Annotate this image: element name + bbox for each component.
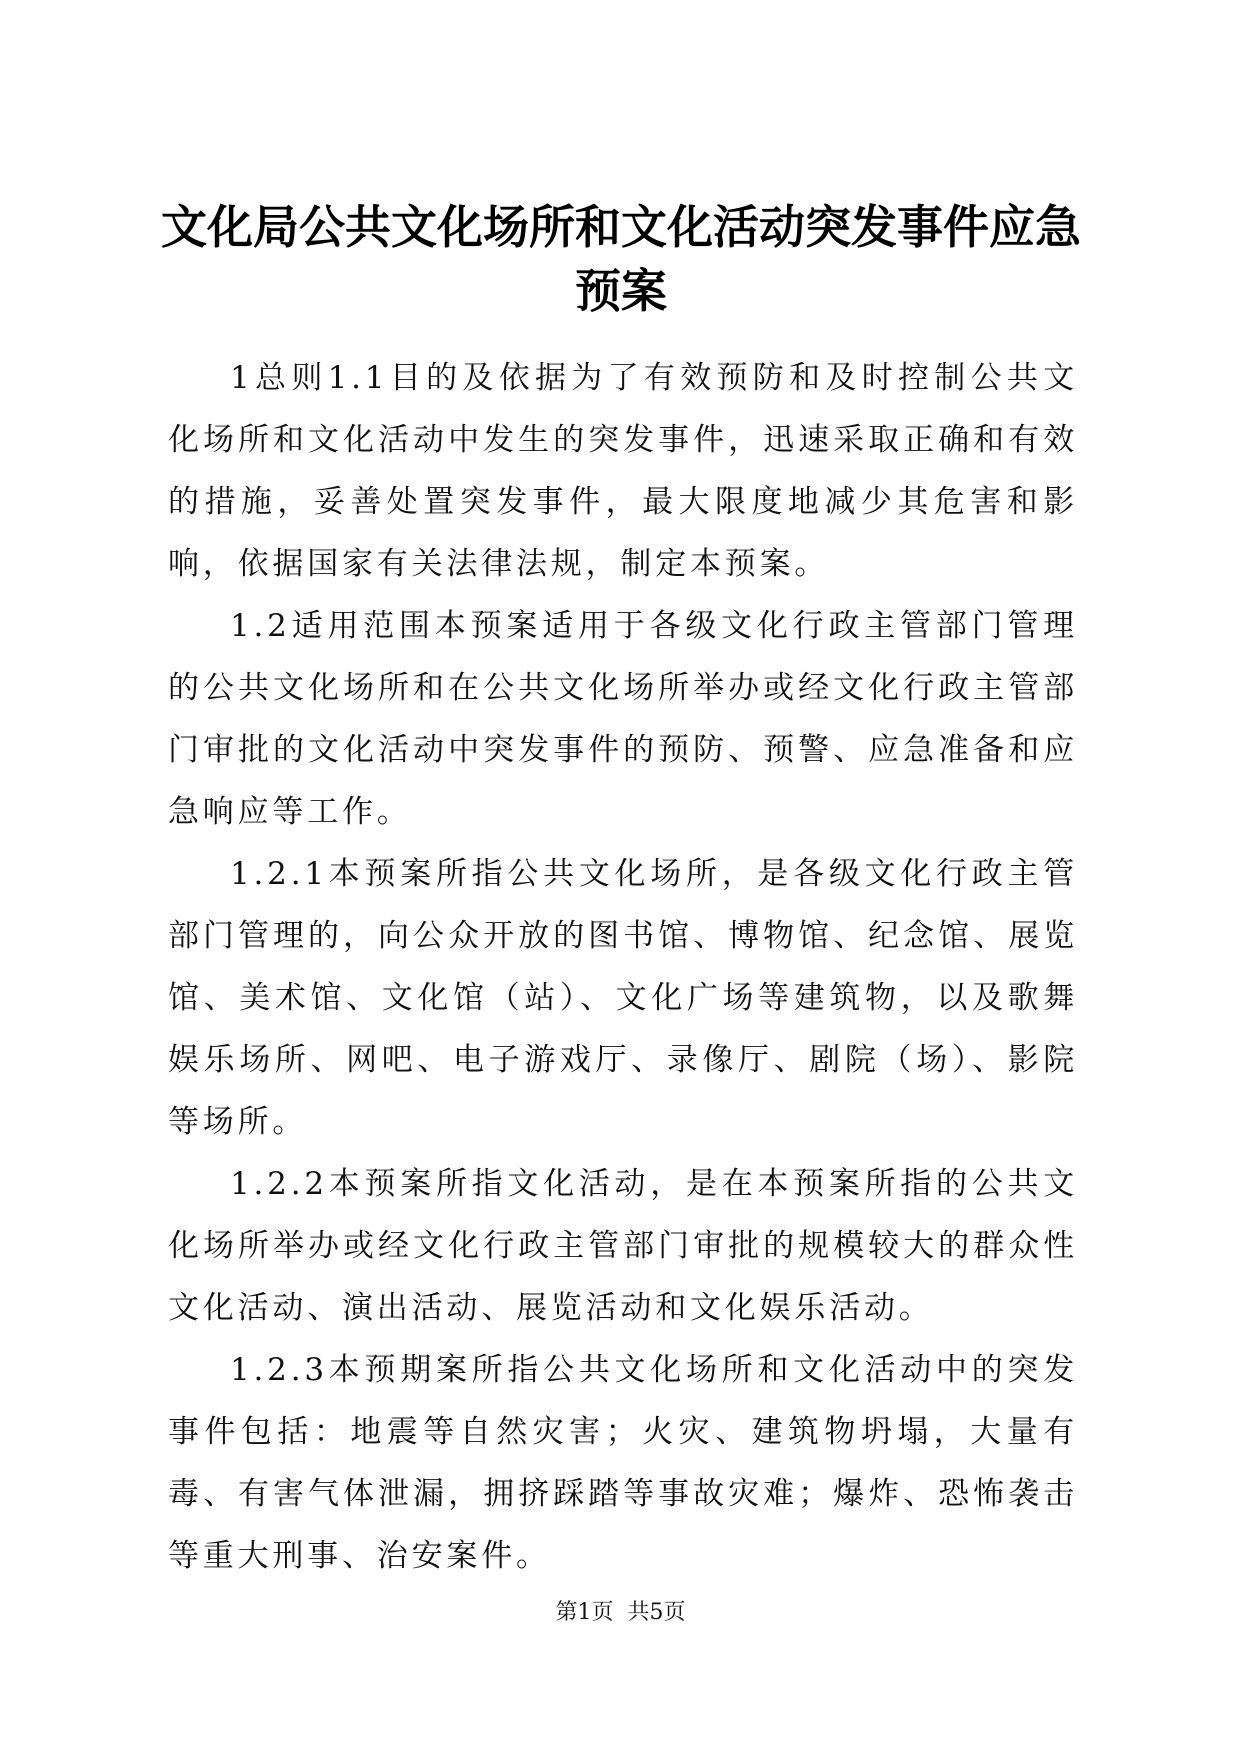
document-title: 文化局公共文化场所和文化活动突发事件应急预案 bbox=[161, 200, 1081, 318]
paragraph-cultural-activities: 1.2.2本预案所指文化活动，是在本预案所指的公共文化场所举办或经文化行政主管部门审批的规模较大的群众性文化活动、演出活动、展览活动和文化娱乐活动。 bbox=[168, 1166, 1078, 1326]
page-footer bbox=[0, 1598, 1241, 1628]
paragraph-general-purpose: 1总则1.1目的及依据为了有效预防和及时控制公共文化场所和文化活动中发生的突发事件，迅速采取正确和有效的措施，妥善处置突发事件，最大限度地减少其危害和影响，依据国家有关法律法规，制定本预案。 bbox=[168, 360, 1078, 582]
paragraph-public-venues: 1.2.1本预案所指公共文化场所，是各级文化行政主管部门管理的，向公众开放的图书馆、博物馆、纪念馆、展览馆、美术馆、文化馆（站）、文化广场等建筑物，以及歌舞娱乐场所、网吧、电子游戏厅、录像厅、剧院（场）、影院等场所。 bbox=[168, 856, 1078, 1140]
page-total: 共5页 bbox=[627, 1600, 686, 1625]
paragraph-scope: 1.2适用范围本预案适用于各级文化行政主管部门管理的公共文化场所和在公共文化场所举办或经文化行政主管部门审批的文化活动中突发事件的预防、预警、应急准备和应急响应等工作。 bbox=[168, 608, 1078, 830]
paragraph-emergencies: 1.2.3本预期案所指公共文化场所和文化活动中的突发事件包括：地震等自然灾害；火灾、建筑物坍塌，大量有毒、有害气体泄漏，拥挤踩踏等事故灾难；爆炸、恐怖袭击等重大刑事、治安案件。 bbox=[168, 1352, 1078, 1574]
page-number: 第1页 bbox=[555, 1600, 614, 1625]
document-body bbox=[168, 347, 1078, 1587]
